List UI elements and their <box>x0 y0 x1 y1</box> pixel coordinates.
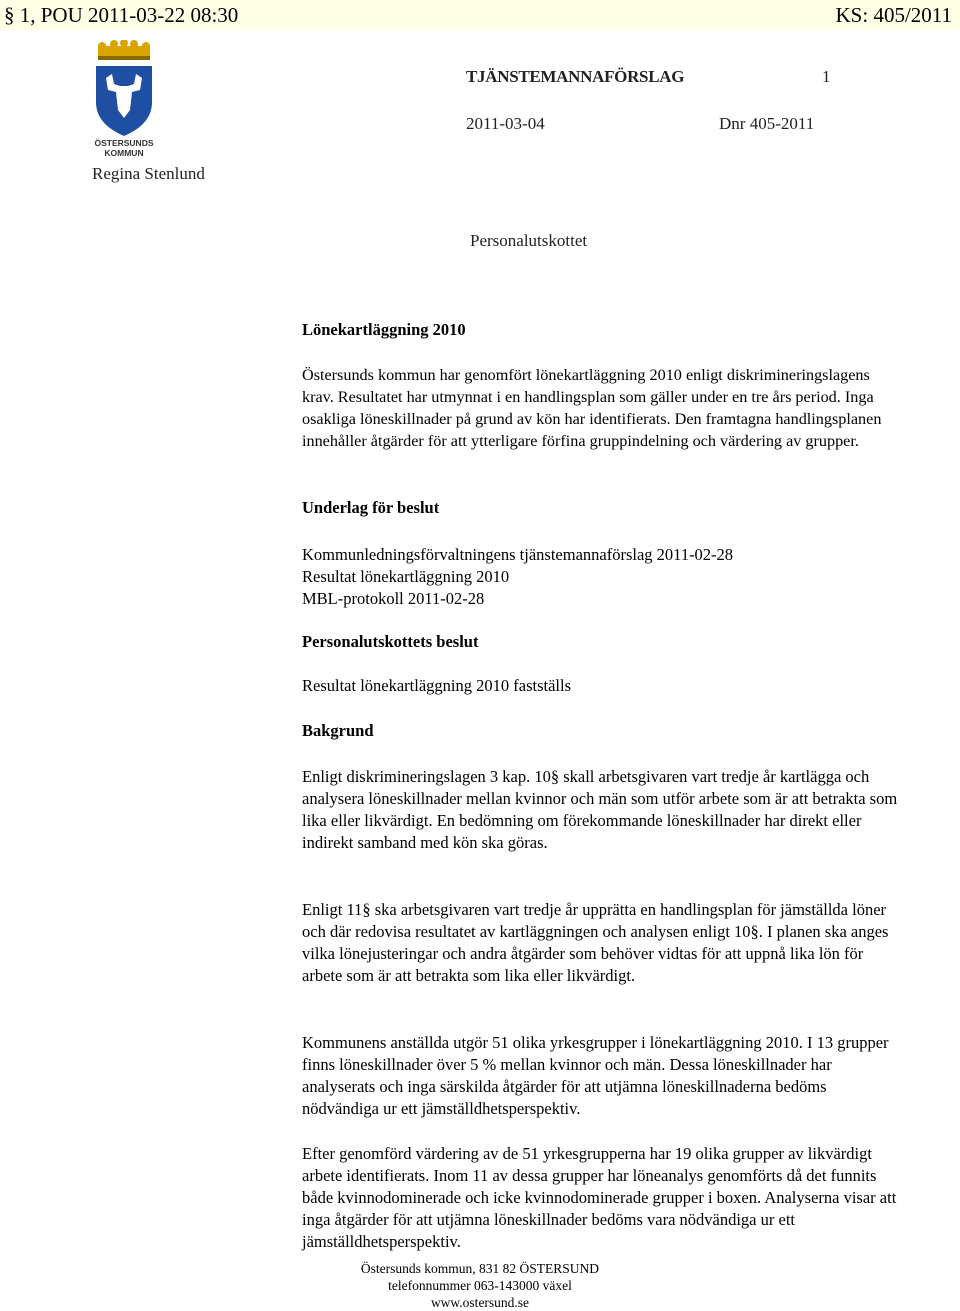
author-name: Regina Stenlund <box>92 164 205 183</box>
intro-paragraph: Östersunds kommun har genomfört lönekartläggning 2010 enligt diskrimineringslagens krav. Resultatet har utmynnat i en handlingsplan som gäller under en tre års period. Inga osakliga löneskillnader på grund av kön har identifierats. Den framtagna handlingsplanen innehåller åtgärder för att ytterligare förfina gruppindelning och värdering av grupper. <box>302 366 882 450</box>
list-item: MBL-protokoll 2011-02-28 <box>302 589 485 608</box>
document-date: 2011-03-04 <box>466 114 545 133</box>
footer-website: www.ostersund.se <box>430 1295 530 1310</box>
beslut-text: Resultat lönekartläggning 2010 fastställs <box>302 676 571 695</box>
svg-text:ÖSTERSUNDS: ÖSTERSUNDS <box>94 138 154 148</box>
banner-case-number: KS: 405/2011 <box>835 3 952 27</box>
bakgrund-paragraph: Enligt diskrimineringslagen 3 kap. 10§ skall arbetsgivaren vart tredje år kartlägga och analysera löneskillnader mellan kvinnor och män som utför arbete som är att betrakta som lika eller likvärdigt. En bedömning om förekommande löneskillnader har direkt eller indirekt samband med kön ska göras. <box>302 767 898 852</box>
document-type: TJÄNSTEMANNAFÖRSLAG <box>466 67 685 86</box>
list-item: Kommunledningsförvaltningens tjänstemannaförslag 2011-02-28 <box>302 545 734 564</box>
underlag-heading: Underlag för beslut <box>302 498 440 517</box>
ostersunds-kommun-logo <box>92 40 156 160</box>
diary-number: Dnr 405-2011 <box>719 114 815 133</box>
bakgrund-heading: Bakgrund <box>302 721 374 740</box>
page-footer <box>320 1260 640 1311</box>
beslut-heading: Personalutskottets beslut <box>302 632 479 651</box>
underlag-list <box>302 544 902 610</box>
bakgrund-paragraph: Enligt 11§ ska arbetsgivaren vart tredje år upprätta en handlingsplan för jämställda löner och där redovisa resultatet av kartläggningen och analysen enligt 10§. I planen ska anges vilka lönejusteringar och andra åtgärder som behöver vidtas för att uppnå lika lön för arbete som är att betrakta som lika eller likvärdigt. <box>302 900 889 985</box>
list-item: Resultat lönekartläggning 2010 <box>302 567 510 586</box>
svg-text:KOMMUN: KOMMUN <box>104 148 144 158</box>
bakgrund-paragraph: Efter genomförd värdering av de 51 yrkesgrupperna har 19 olika grupper av likvärdigt arbete identifierats. Inom 11 av dessa grupper har löneanalys genomförts då det funnits både kvinnodominerade och icke kvinnodominerade grupper i boxen. Analyserna visar att inga åtgärder för att utjämna löneskillnader bedöms vara nödvändiga ur ett jämställdhetsperspektiv. <box>302 1144 897 1251</box>
banner-reference: § 1, POU 2011-03-22 08:30 <box>4 3 239 27</box>
page-title: Lönekartläggning 2010 <box>302 320 466 339</box>
page-number: 1 <box>822 67 831 86</box>
document-banner <box>0 0 960 30</box>
crown-icon <box>98 40 150 60</box>
bakgrund-paragraph: Kommunens anställda utgör 51 olika yrkesgrupper i lönekartläggning 2010. I 13 grupper finns löneskillnader över 5 % mellan kvinnor och män. Dessa löneskillnader har analyserats och inga särskilda åtgärder för att utjämna löneskillnaderna bedöms nödvändiga ur ett jämställdhetsperspektiv. <box>302 1033 889 1118</box>
footer-phone: telefonnummer 063-143000 växel <box>388 1278 572 1293</box>
recipient: Personalutskottet <box>470 231 588 250</box>
footer-address: Östersunds kommun, 831 82 ÖSTERSUND <box>360 1261 600 1276</box>
